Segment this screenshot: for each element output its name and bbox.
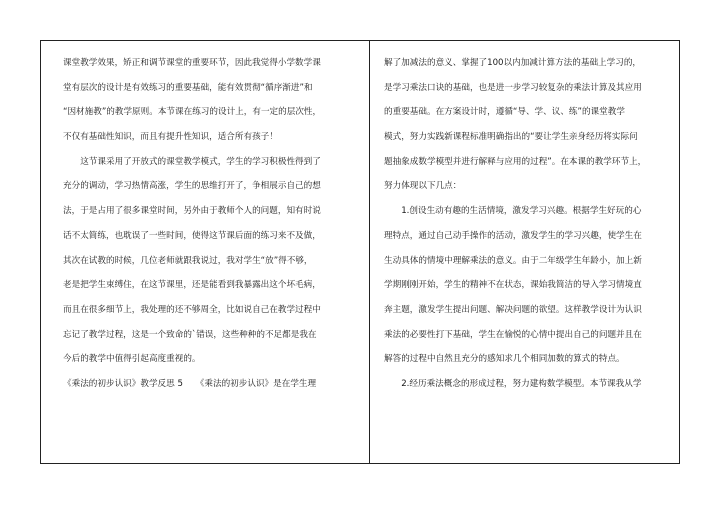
right-text-column	[384, 51, 674, 397]
text-line: 生动具体的情境中理解乘法的意义。由于二年级学生年龄小，加上新	[384, 255, 642, 266]
text-line: 这节课采用了开放式的课堂教学模式，学生的学习积极性得到了	[63, 156, 321, 167]
text-line: 忘记了教学过程，这是一个致命的`错误，这些种种的不足都是我在	[63, 329, 317, 340]
text-line: 2.经历乘法概念的形成过程，努力建构数学模型。本节课我从学	[384, 378, 642, 389]
text-line: 法，于是占用了很多课堂时间，另外由于教师个人的问题，知有时说	[63, 206, 321, 217]
text-line: 解了加减法的意义、掌握了100以内加减计算方法的基础上学习的，	[384, 58, 642, 68]
text-line: 是学习乘法口诀的基础，也是进一步学习较复杂的乘法计算及其应用	[384, 82, 642, 93]
text-line: 奔主题，激发学生提出问题、解决问题的欲望。这样教学设计为认识	[384, 304, 642, 315]
document-frame	[40, 40, 680, 464]
text-line: 理特点，通过自己动手操作的活动，激发学生的学习兴趣，使学生在	[384, 230, 642, 241]
text-line: 老是把学生束缚住，在这节课里，还是能看到我暴露出这个坏毛病，	[63, 280, 321, 291]
text-line: 模式，努力实践新课程标准明确指出的“要让学生亲身经历将实际问	[384, 132, 638, 143]
text-line: 堂有层次的设计是有效练习的重要基础，能有效贯彻“循序渐进”和	[63, 82, 313, 93]
text-line: 乘法的必要性打下基础，学生在愉悦的心情中提出自己的问题并且在	[384, 329, 642, 340]
text-line: 的重要基础。在方案设计时，遵循“导、学、议、练”的课堂教学	[384, 107, 625, 118]
text-line: 题抽象成数学模型并进行解释与应用的过程”。在本课的教学环节上，	[384, 156, 647, 167]
text-line: 其次在试教的时候，几位老师就跟我说过，我对学生“放”得不够，	[63, 255, 313, 266]
text-line: 今后的教学中值得引起高度重视的。	[63, 354, 201, 365]
text-line: 《乘法的初步认识》教学反思 5 《乘法的初步认识》是在学生理	[63, 378, 317, 389]
left-text-column	[63, 51, 359, 397]
text-line: 不仅有基础性知识，而且有提升性知识，适合所有孩子！	[63, 132, 278, 143]
column-divider	[369, 41, 370, 463]
text-line: 课堂教学效果，矫正和调节课堂的重要环节，因此我觉得小学数学课	[63, 58, 321, 68]
text-line: 努力体现以下几点：	[384, 181, 462, 192]
text-line: 充分的调动，学习热情高涨，学生的思维打开了，争相展示自己的想	[63, 181, 321, 192]
text-line: 解答的过程中自然且充分的感知求几个相同加数的算式的特点。	[384, 354, 625, 365]
text-line: 学期刚刚开始，学生的精神不在状态，课始我简洁的导入学习情境直	[384, 280, 642, 291]
text-line: “因材施教”的教学原则。本节课在练习的设计上，有一定的层次性，	[63, 107, 322, 118]
text-line: 话不太简练，也耽误了一些时间，使得这节课后面的练习来不及做，	[63, 230, 321, 241]
text-line: 而且在很多细节上，我处理的还不够周全，比如说自己在教学过程中	[63, 304, 321, 315]
text-line: 1.创设生动有趣的生活情境，激发学习兴趣。根据学生好玩的心	[384, 206, 642, 217]
